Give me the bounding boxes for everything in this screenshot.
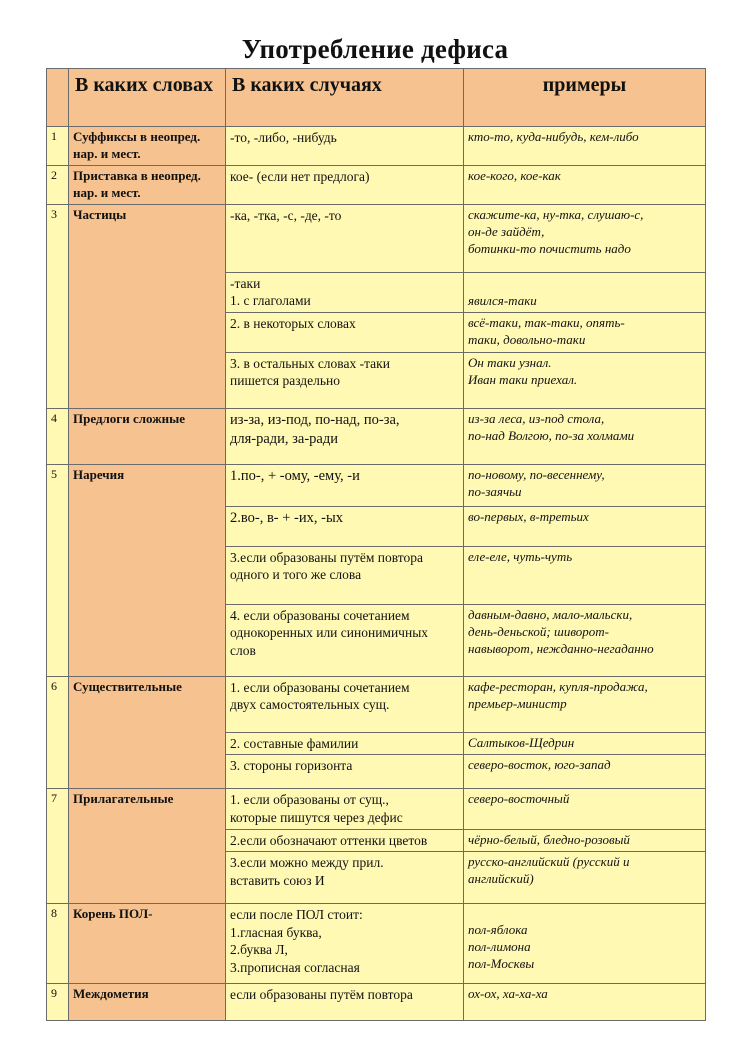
table-row — [47, 676, 706, 732]
table-row — [47, 984, 706, 1021]
table-row — [47, 127, 706, 166]
row-category: Предлоги сложные — [69, 408, 226, 464]
row-number: 4 — [47, 408, 69, 464]
row-example: кое-кого, кое-как — [464, 166, 706, 205]
hyphen-usage-table — [46, 68, 706, 1021]
row-case: 1.по-, + -ому, -ему, -и — [226, 464, 464, 506]
row-example: северо-восточный — [464, 789, 706, 829]
row-case: -то, -либо, -нибудь — [226, 127, 464, 166]
header-row — [47, 69, 706, 127]
row-number: 3 — [47, 204, 69, 408]
row-example: еле-еле, чуть-чуть — [464, 546, 706, 604]
row-case: 3.если можно между прил. вставить союз И — [226, 852, 464, 904]
header-examples: примеры — [464, 69, 706, 127]
table-row — [47, 408, 706, 464]
row-example: Салтыков-Щедрин — [464, 732, 706, 755]
row-category: Суффиксы в неопред. нар. и мест. — [69, 127, 226, 166]
table-row — [47, 904, 706, 984]
page-title: Употребление дефиса — [241, 34, 509, 64]
row-example: русско-английский (русский и английский) — [464, 852, 706, 904]
row-number: 8 — [47, 904, 69, 984]
row-number: 9 — [47, 984, 69, 1021]
header-num — [47, 69, 69, 127]
row-example: давным-давно, мало-мальски, день-деньской; шиворот- навыворот, нежданно-негаданно — [464, 604, 706, 676]
row-number: 2 — [47, 166, 69, 205]
row-case: 3. стороны горизонта — [226, 755, 464, 789]
row-example: явился-таки — [464, 272, 706, 312]
row-category: Приставка в неопред. нар. и мест. — [69, 166, 226, 205]
row-case: -таки 1. с глаголами — [226, 272, 464, 312]
table-row — [47, 204, 706, 272]
row-example: Он таки узнал. Иван таки приехал. — [464, 352, 706, 408]
row-case: если после ПОЛ стоит: 1.гласная буква, 2.буква Л, 3.прописная согласная — [226, 904, 464, 984]
row-number: 7 — [47, 789, 69, 904]
row-category: Междометия — [69, 984, 226, 1021]
header-words: В каких словах — [69, 69, 226, 127]
row-example: всё-таки, так-таки, опять- таки, довольно-таки — [464, 312, 706, 352]
row-example: из-за леса, из-под стола, по-над Волгою, по-за холмами — [464, 408, 706, 464]
row-example: ох-ох, ха-ха-ха — [464, 984, 706, 1021]
row-case: 3. в остальных словах -таки пишется раздельно — [226, 352, 464, 408]
row-category: Наречия — [69, 464, 226, 676]
row-number: 5 — [47, 464, 69, 676]
row-case: из-за, из-под, по-над, по-за, для-ради, за-ради — [226, 408, 464, 464]
row-case: если образованы путём повтора — [226, 984, 464, 1021]
row-example: чёрно-белый, бледно-розовый — [464, 829, 706, 852]
row-case: кое- (если нет предлога) — [226, 166, 464, 205]
table-row — [47, 789, 706, 829]
row-category: Корень ПОЛ- — [69, 904, 226, 984]
row-number: 6 — [47, 676, 69, 789]
table-row — [47, 166, 706, 205]
row-case: 2. составные фамилии — [226, 732, 464, 755]
row-case: 4. если образованы сочетанием однокоренных или синонимичных слов — [226, 604, 464, 676]
header-cases: В каких случаях — [226, 69, 464, 127]
row-example: скажите-ка, ну-тка, слушаю-с, он-де зайдёт, ботинки-то почистить надо — [464, 204, 706, 272]
row-category: Частицы — [69, 204, 226, 408]
row-example: пол-яблока пол-лимона пол-Москвы — [464, 904, 706, 984]
row-case: 2.во-, в- + -их, -ых — [226, 506, 464, 546]
row-case: 3.если образованы путём повтора одного и того же слова — [226, 546, 464, 604]
row-category: Существительные — [69, 676, 226, 789]
row-case: -ка, -тка, -с, -де, -то — [226, 204, 464, 272]
row-example: по-новому, по-весеннему, по-заячьи — [464, 464, 706, 506]
row-example: кто-то, куда-нибудь, кем-либо — [464, 127, 706, 166]
row-case: 2. в некоторых словах — [226, 312, 464, 352]
row-number: 1 — [47, 127, 69, 166]
row-example: северо-восток, юго-запад — [464, 755, 706, 789]
row-example: во-первых, в-третьих — [464, 506, 706, 546]
row-example: кафе-ресторан, купля-продажа, премьер-министр — [464, 676, 706, 732]
row-case: 1. если образованы от сущ., которые пишутся через дефис — [226, 789, 464, 829]
row-case: 1. если образованы сочетанием двух самостоятельных сущ. — [226, 676, 464, 732]
row-case: 2.если обозначают оттенки цветов — [226, 829, 464, 852]
row-category: Прилагательные — [69, 789, 226, 904]
table-row — [47, 464, 706, 506]
